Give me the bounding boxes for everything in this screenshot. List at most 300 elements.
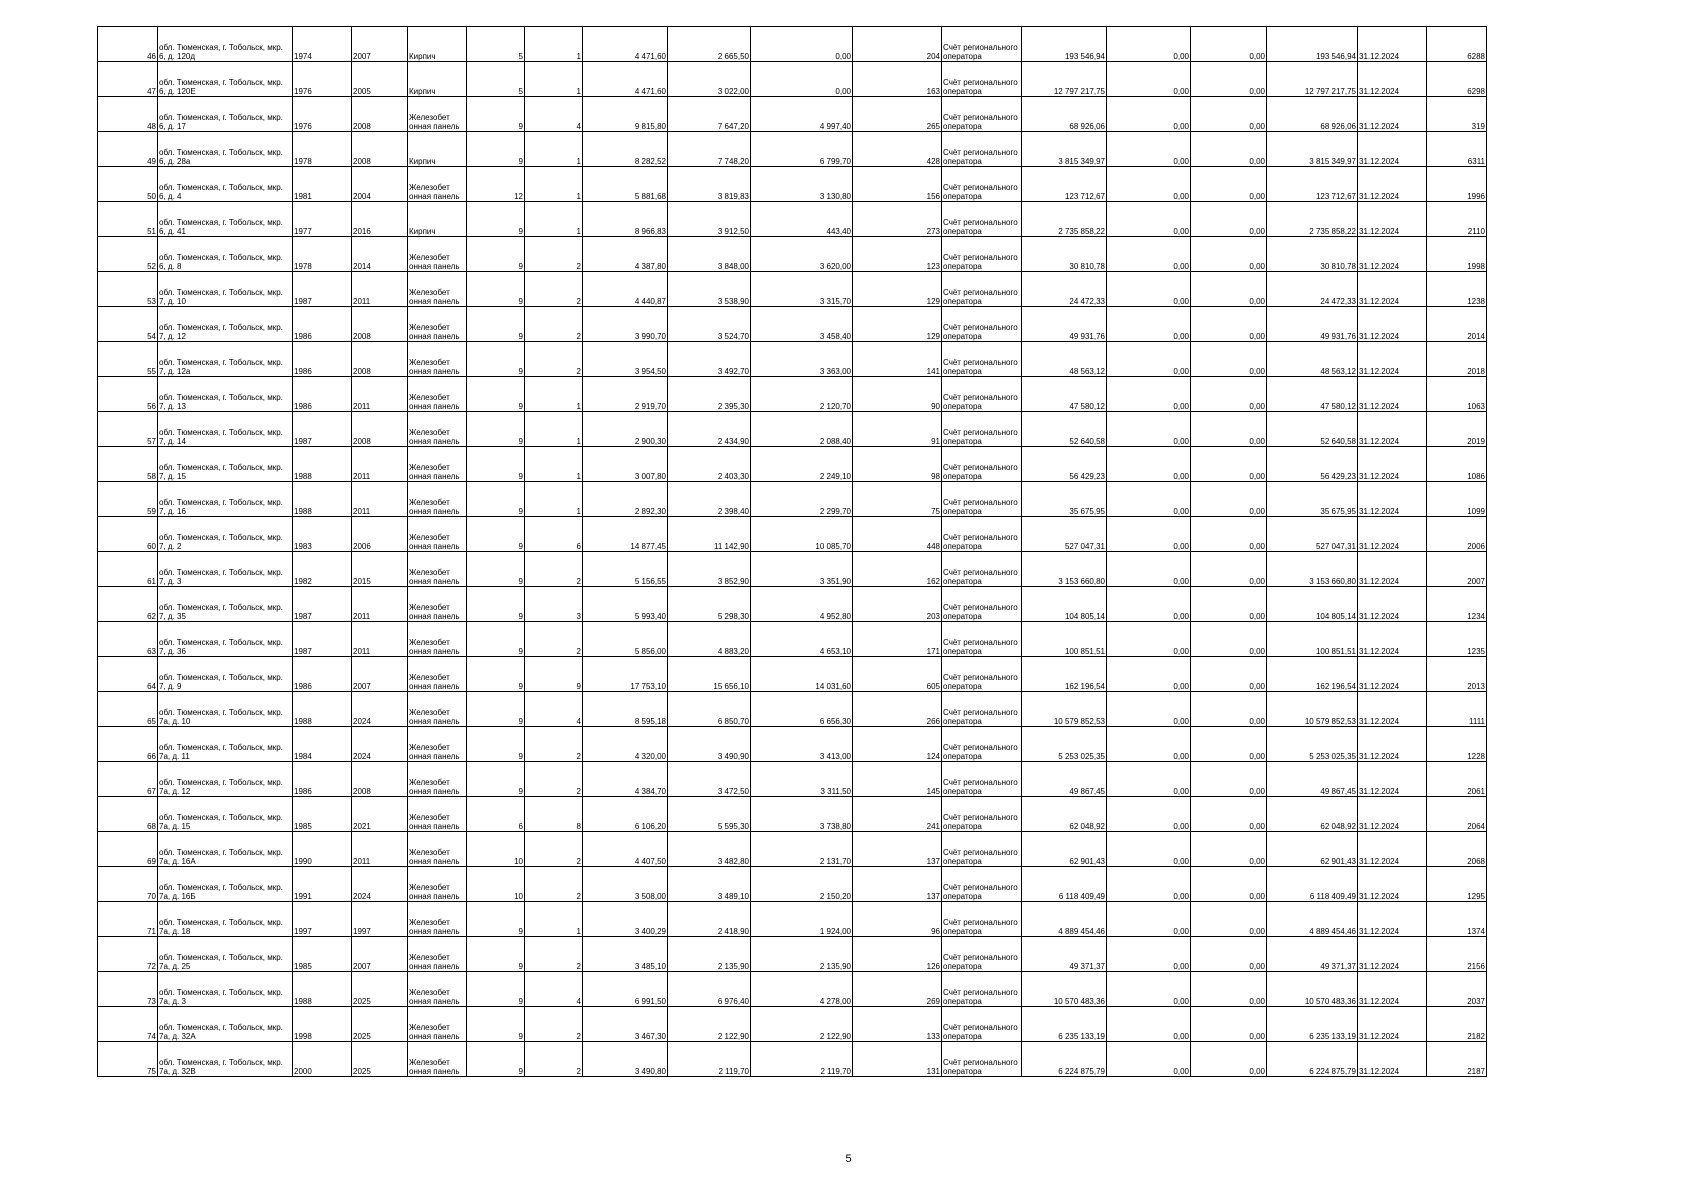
cell-total-area: 5 856,00 [583,622,668,657]
cell-floors: 9 [467,482,525,517]
cell-row-number: 55 [98,342,158,377]
cell-total: 4 889 454,46 [1267,902,1358,937]
cell-row-number: 71 [98,902,158,937]
cell-total-area: 2 892,30 [583,482,668,517]
cell-year-built: 1984 [293,727,352,762]
cell-house-id: 1295 [1427,867,1487,902]
cell-row-number: 66 [98,727,158,762]
cell-fund-method: Счёт регионального оператора [942,167,1022,202]
cell-floors: 9 [467,132,525,167]
cell-report-date: 31.12.2024 [1358,97,1427,132]
cell-row-number: 60 [98,517,158,552]
data-table [97,26,1487,1077]
cell-house-id: 1086 [1427,447,1487,482]
cell-other: 0,00 [1191,1007,1267,1042]
cell-balance: 4 889 454,46 [1022,902,1107,937]
cell-year-reconstructed: 2007 [352,657,408,692]
cell-address: обл. Тюменская, г. Тобольск, мкр. 7, д. 35 [158,587,293,622]
cell-report-date: 31.12.2024 [1358,307,1427,342]
cell-other: 0,00 [1191,482,1267,517]
cell-floors: 9 [467,937,525,972]
cell-report-date: 31.12.2024 [1358,62,1427,97]
cell-total-area: 4 407,50 [583,832,668,867]
cell-residents: 129 [853,307,942,342]
cell-fund-method: Счёт регионального оператора [942,727,1022,762]
cell-debt: 0,00 [1107,727,1191,762]
cell-report-date: 31.12.2024 [1358,727,1427,762]
cell-residents: 137 [853,867,942,902]
cell-other: 0,00 [1191,97,1267,132]
cell-debt: 0,00 [1107,27,1191,62]
cell-balance: 24 472,33 [1022,272,1107,307]
cell-balance: 6 118 409,49 [1022,867,1107,902]
cell-fund-method: Счёт регионального оператора [942,517,1022,552]
cell-residents: 203 [853,587,942,622]
cell-residents: 265 [853,97,942,132]
cell-other: 0,00 [1191,27,1267,62]
cell-year-reconstructed: 2024 [352,692,408,727]
cell-entrances: 2 [525,342,583,377]
cell-wall-material: Железобет онная панель [408,657,467,692]
cell-year-reconstructed: 2025 [352,972,408,1007]
cell-wall-material: Железобет онная панель [408,867,467,902]
cell-year-built: 1978 [293,132,352,167]
cell-residents: 269 [853,972,942,1007]
cell-residents: 137 [853,832,942,867]
cell-other: 0,00 [1191,587,1267,622]
cell-residents: 162 [853,552,942,587]
cell-year-built: 1977 [293,202,352,237]
cell-entrances: 1 [525,412,583,447]
cell-floors: 9 [467,622,525,657]
cell-entrances: 2 [525,622,583,657]
cell-balance: 5 253 025,35 [1022,727,1107,762]
cell-report-date: 31.12.2024 [1358,377,1427,412]
cell-balance: 6 235 133,19 [1022,1007,1107,1042]
cell-row-number: 62 [98,587,158,622]
cell-year-built: 1983 [293,517,352,552]
cell-wall-material: Железобет онная панель [408,622,467,657]
cell-debt: 0,00 [1107,342,1191,377]
cell-floors: 9 [467,762,525,797]
cell-row-number: 63 [98,622,158,657]
cell-residents: 126 [853,937,942,972]
cell-floors: 9 [467,902,525,937]
cell-balance: 10 579 852,53 [1022,692,1107,727]
cell-row-number: 70 [98,867,158,902]
cell-year-reconstructed: 2014 [352,237,408,272]
cell-other: 0,00 [1191,517,1267,552]
cell-entrances: 1 [525,377,583,412]
cell-fund-method: Счёт регионального оператора [942,237,1022,272]
cell-debt: 0,00 [1107,482,1191,517]
cell-total: 3 815 349,97 [1267,132,1358,167]
table-row [98,482,1487,517]
cell-total: 104 805,14 [1267,587,1358,622]
cell-other: 0,00 [1191,972,1267,1007]
cell-premises-area: 10 085,70 [751,517,853,552]
cell-balance: 10 570 483,36 [1022,972,1107,1007]
table-row [98,132,1487,167]
cell-address: обл. Тюменская, г. Тобольск, мкр. 7а, д. 16А [158,832,293,867]
cell-residential-area: 11 142,90 [668,517,751,552]
cell-fund-method: Счёт регионального оператора [942,62,1022,97]
cell-report-date: 31.12.2024 [1358,237,1427,272]
cell-total: 49 931,76 [1267,307,1358,342]
cell-entrances: 1 [525,62,583,97]
cell-row-number: 61 [98,552,158,587]
cell-residential-area: 15 656,10 [668,657,751,692]
cell-fund-method: Счёт регионального оператора [942,482,1022,517]
cell-fund-method: Счёт регионального оператора [942,902,1022,937]
cell-year-built: 1986 [293,342,352,377]
cell-residents: 133 [853,1007,942,1042]
cell-wall-material: Железобет онная панель [408,342,467,377]
cell-total-area: 8 282,52 [583,132,668,167]
cell-other: 0,00 [1191,797,1267,832]
table-row [98,202,1487,237]
cell-report-date: 31.12.2024 [1358,517,1427,552]
cell-residential-area: 3 482,80 [668,832,751,867]
cell-residents: 123 [853,237,942,272]
cell-debt: 0,00 [1107,902,1191,937]
cell-total-area: 4 320,00 [583,727,668,762]
cell-report-date: 31.12.2024 [1358,832,1427,867]
table-row [98,727,1487,762]
cell-total-area: 5 993,40 [583,587,668,622]
cell-year-built: 1976 [293,62,352,97]
cell-report-date: 31.12.2024 [1358,762,1427,797]
cell-year-built: 1987 [293,272,352,307]
cell-residential-area: 3 489,10 [668,867,751,902]
cell-floors: 9 [467,972,525,1007]
cell-total: 48 563,12 [1267,342,1358,377]
cell-balance: 162 196,54 [1022,657,1107,692]
cell-total-area: 4 387,80 [583,237,668,272]
cell-total-area: 2 900,30 [583,412,668,447]
table-row [98,902,1487,937]
cell-balance: 100 851,51 [1022,622,1107,657]
cell-entrances: 2 [525,762,583,797]
cell-residents: 156 [853,167,942,202]
cell-debt: 0,00 [1107,272,1191,307]
cell-balance: 49 931,76 [1022,307,1107,342]
cell-address: обл. Тюменская, г. Тобольск, мкр. 7а, д. 18 [158,902,293,937]
cell-row-number: 58 [98,447,158,482]
table-row [98,167,1487,202]
cell-year-reconstructed: 2011 [352,482,408,517]
cell-residential-area: 2 434,90 [668,412,751,447]
cell-total: 47 580,12 [1267,377,1358,412]
cell-entrances: 4 [525,692,583,727]
cell-row-number: 57 [98,412,158,447]
cell-entrances: 6 [525,517,583,552]
cell-address: обл. Тюменская, г. Тобольск, мкр. 7а, д. 16Б [158,867,293,902]
cell-row-number: 54 [98,307,158,342]
cell-wall-material: Кирпич [408,62,467,97]
cell-entrances: 2 [525,307,583,342]
cell-year-reconstructed: 2025 [352,1007,408,1042]
table-row [98,377,1487,412]
cell-total: 2 735 858,22 [1267,202,1358,237]
cell-premises-area: 2 131,70 [751,832,853,867]
cell-balance: 62 048,92 [1022,797,1107,832]
cell-row-number: 73 [98,972,158,1007]
cell-year-reconstructed: 2008 [352,307,408,342]
cell-report-date: 31.12.2024 [1358,587,1427,622]
cell-address: обл. Тюменская, г. Тобольск, мкр. 7а, д. 11 [158,727,293,762]
cell-year-built: 1988 [293,482,352,517]
cell-premises-area: 3 363,00 [751,342,853,377]
cell-house-id: 1235 [1427,622,1487,657]
cell-residents: 96 [853,902,942,937]
cell-other: 0,00 [1191,272,1267,307]
cell-year-built: 1998 [293,1007,352,1042]
cell-residents: 91 [853,412,942,447]
cell-other: 0,00 [1191,832,1267,867]
cell-year-built: 1974 [293,27,352,62]
cell-residential-area: 7 647,20 [668,97,751,132]
cell-residents: 75 [853,482,942,517]
cell-residents: 428 [853,132,942,167]
cell-address: обл. Тюменская, г. Тобольск, мкр. 6, д. 8 [158,237,293,272]
cell-report-date: 31.12.2024 [1358,27,1427,62]
cell-entrances: 1 [525,482,583,517]
cell-row-number: 52 [98,237,158,272]
cell-residential-area: 7 748,20 [668,132,751,167]
cell-house-id: 2006 [1427,517,1487,552]
cell-fund-method: Счёт регионального оператора [942,1007,1022,1042]
cell-year-built: 1986 [293,307,352,342]
cell-floors: 9 [467,342,525,377]
cell-other: 0,00 [1191,762,1267,797]
cell-wall-material: Железобет онная панель [408,482,467,517]
cell-year-reconstructed: 2004 [352,167,408,202]
cell-year-reconstructed: 2008 [352,132,408,167]
cell-debt: 0,00 [1107,167,1191,202]
cell-house-id: 2018 [1427,342,1487,377]
cell-wall-material: Железобет онная панель [408,237,467,272]
cell-year-built: 1987 [293,587,352,622]
cell-fund-method: Счёт регионального оператора [942,307,1022,342]
cell-residential-area: 2 418,90 [668,902,751,937]
cell-address: обл. Тюменская, г. Тобольск, мкр. 7, д. 12 [158,307,293,342]
table-row [98,517,1487,552]
cell-floors: 9 [467,412,525,447]
cell-entrances: 2 [525,552,583,587]
cell-residential-area: 3 524,70 [668,307,751,342]
cell-row-number: 53 [98,272,158,307]
cell-year-reconstructed: 2016 [352,202,408,237]
table-row [98,97,1487,132]
cell-year-reconstructed: 2011 [352,832,408,867]
cell-entrances: 2 [525,937,583,972]
cell-house-id: 1374 [1427,902,1487,937]
cell-total-area: 4 384,70 [583,762,668,797]
cell-other: 0,00 [1191,867,1267,902]
cell-row-number: 68 [98,797,158,832]
cell-wall-material: Железобет онная панель [408,902,467,937]
cell-fund-method: Счёт регионального оператора [942,412,1022,447]
cell-residential-area: 6 976,40 [668,972,751,1007]
cell-debt: 0,00 [1107,1042,1191,1077]
cell-debt: 0,00 [1107,867,1191,902]
cell-residents: 131 [853,1042,942,1077]
cell-total-area: 6 106,20 [583,797,668,832]
cell-balance: 30 810,78 [1022,237,1107,272]
cell-other: 0,00 [1191,657,1267,692]
cell-house-id: 319 [1427,97,1487,132]
cell-floors: 9 [467,1007,525,1042]
cell-fund-method: Счёт регионального оператора [942,377,1022,412]
cell-house-id: 1063 [1427,377,1487,412]
cell-premises-area: 6 656,30 [751,692,853,727]
cell-premises-area: 443,40 [751,202,853,237]
cell-fund-method: Счёт регионального оператора [942,1042,1022,1077]
cell-premises-area: 2 249,10 [751,447,853,482]
cell-address: обл. Тюменская, г. Тобольск, мкр. 6, д. 28а [158,132,293,167]
cell-total: 6 235 133,19 [1267,1007,1358,1042]
cell-balance: 12 797 217,75 [1022,62,1107,97]
cell-entrances: 2 [525,237,583,272]
cell-premises-area: 2 135,90 [751,937,853,972]
cell-row-number: 74 [98,1007,158,1042]
cell-address: обл. Тюменская, г. Тобольск, мкр. 7, д. 16 [158,482,293,517]
cell-wall-material: Железобет онная панель [408,797,467,832]
cell-residents: 448 [853,517,942,552]
table-row [98,657,1487,692]
cell-wall-material: Железобет онная панель [408,832,467,867]
cell-balance: 2 735 858,22 [1022,202,1107,237]
cell-row-number: 65 [98,692,158,727]
cell-year-reconstructed: 2024 [352,727,408,762]
cell-fund-method: Счёт регионального оператора [942,937,1022,972]
cell-house-id: 2061 [1427,762,1487,797]
cell-total: 6 118 409,49 [1267,867,1358,902]
cell-year-built: 1986 [293,762,352,797]
table-row [98,972,1487,1007]
cell-residential-area: 3 472,50 [668,762,751,797]
cell-house-id: 2014 [1427,307,1487,342]
cell-wall-material: Железобет онная панель [408,552,467,587]
cell-wall-material: Железобет онная панель [408,727,467,762]
cell-fund-method: Счёт регионального оператора [942,832,1022,867]
cell-total-area: 5 156,55 [583,552,668,587]
cell-debt: 0,00 [1107,237,1191,272]
cell-floors: 9 [467,307,525,342]
cell-house-id: 1238 [1427,272,1487,307]
cell-entrances: 8 [525,797,583,832]
cell-report-date: 31.12.2024 [1358,867,1427,902]
cell-residents: 129 [853,272,942,307]
cell-wall-material: Железобет онная панель [408,307,467,342]
cell-residential-area: 2 135,90 [668,937,751,972]
table-row [98,762,1487,797]
cell-house-id: 1099 [1427,482,1487,517]
cell-total-area: 4 471,60 [583,27,668,62]
cell-debt: 0,00 [1107,832,1191,867]
cell-row-number: 50 [98,167,158,202]
cell-floors: 9 [467,692,525,727]
cell-entrances: 3 [525,587,583,622]
cell-total: 123 712,67 [1267,167,1358,202]
cell-year-reconstructed: 2008 [352,412,408,447]
cell-residential-area: 3 912,50 [668,202,751,237]
cell-other: 0,00 [1191,342,1267,377]
cell-year-built: 1985 [293,797,352,832]
table-row [98,342,1487,377]
cell-residents: 171 [853,622,942,657]
cell-residents: 204 [853,27,942,62]
cell-year-built: 1986 [293,377,352,412]
cell-address: обл. Тюменская, г. Тобольск, мкр. 7а, д. 10 [158,692,293,727]
cell-row-number: 67 [98,762,158,797]
cell-address: обл. Тюменская, г. Тобольск, мкр. 7, д. 13 [158,377,293,412]
table-row [98,1007,1487,1042]
cell-fund-method: Счёт регионального оператора [942,202,1022,237]
cell-fund-method: Счёт регионального оператора [942,972,1022,1007]
cell-total: 193 546,94 [1267,27,1358,62]
cell-debt: 0,00 [1107,762,1191,797]
cell-other: 0,00 [1191,412,1267,447]
cell-floors: 9 [467,587,525,622]
cell-balance: 48 563,12 [1022,342,1107,377]
cell-total: 10 579 852,53 [1267,692,1358,727]
cell-balance: 104 805,14 [1022,587,1107,622]
cell-year-reconstructed: 2011 [352,377,408,412]
cell-premises-area: 2 119,70 [751,1042,853,1077]
cell-premises-area: 6 799,70 [751,132,853,167]
cell-wall-material: Железобет онная панель [408,937,467,972]
cell-year-built: 1986 [293,657,352,692]
cell-residential-area: 3 852,90 [668,552,751,587]
cell-row-number: 46 [98,27,158,62]
cell-fund-method: Счёт регионального оператора [942,272,1022,307]
cell-debt: 0,00 [1107,972,1191,1007]
cell-report-date: 31.12.2024 [1358,132,1427,167]
cell-floors: 9 [467,727,525,762]
cell-total: 3 153 660,80 [1267,552,1358,587]
cell-total-area: 3 508,00 [583,867,668,902]
cell-premises-area: 3 351,90 [751,552,853,587]
cell-year-built: 1988 [293,972,352,1007]
cell-balance: 49 867,45 [1022,762,1107,797]
cell-wall-material: Кирпич [408,132,467,167]
cell-fund-method: Счёт регионального оператора [942,692,1022,727]
cell-total-area: 3 485,10 [583,937,668,972]
cell-other: 0,00 [1191,447,1267,482]
cell-balance: 3 815 349,97 [1022,132,1107,167]
cell-report-date: 31.12.2024 [1358,902,1427,937]
cell-year-built: 1981 [293,167,352,202]
cell-floors: 6 [467,797,525,832]
cell-other: 0,00 [1191,937,1267,972]
cell-year-built: 1985 [293,937,352,972]
cell-premises-area: 4 952,80 [751,587,853,622]
cell-row-number: 75 [98,1042,158,1077]
cell-wall-material: Железобет онная панель [408,377,467,412]
cell-residential-area: 3 022,00 [668,62,751,97]
cell-report-date: 31.12.2024 [1358,482,1427,517]
cell-year-reconstructed: 2021 [352,797,408,832]
cell-year-reconstructed: 2011 [352,447,408,482]
cell-total: 49 371,37 [1267,937,1358,972]
cell-house-id: 2182 [1427,1007,1487,1042]
table-row [98,307,1487,342]
cell-fund-method: Счёт регионального оператора [942,552,1022,587]
table-row [98,867,1487,902]
cell-residential-area: 3 538,90 [668,272,751,307]
